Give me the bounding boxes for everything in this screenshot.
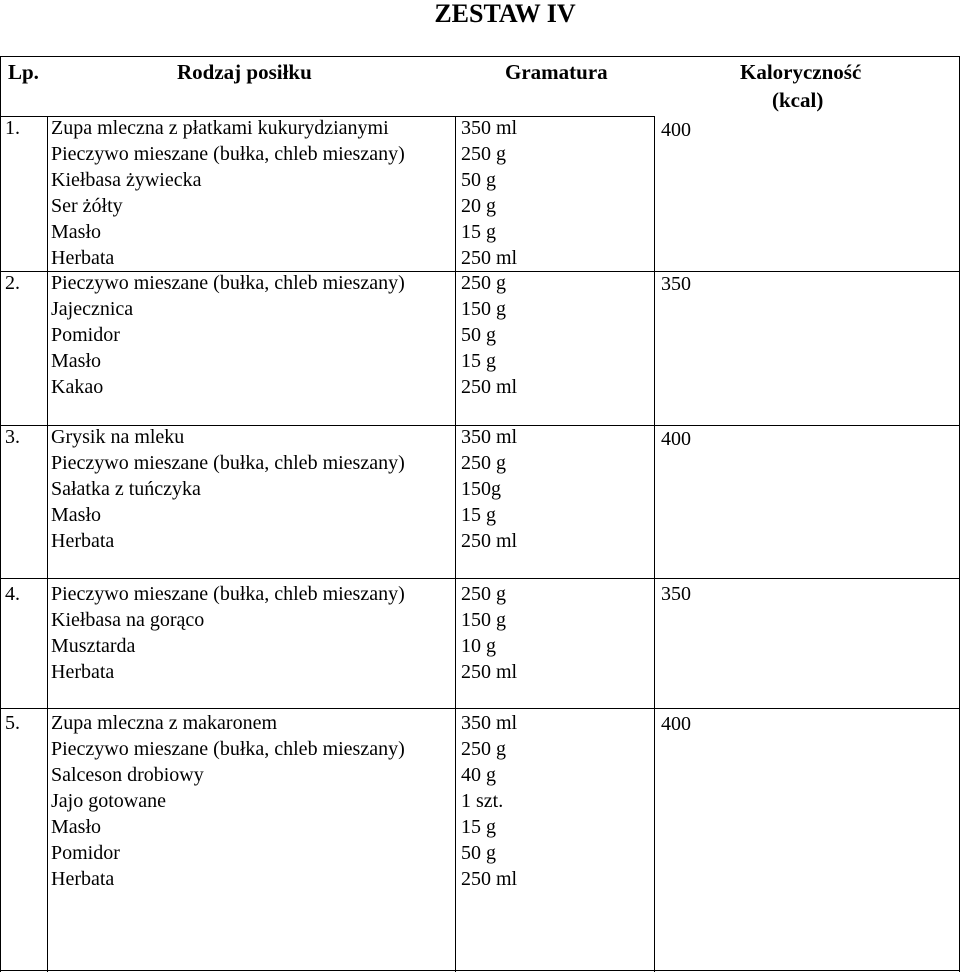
meal-item: Pieczywo mieszane (bułka, chleb mieszany) (51, 452, 405, 474)
portion-value: 250 ml (461, 661, 518, 683)
meal-item: Pomidor (51, 842, 120, 864)
meal-item: Herbata (51, 868, 115, 890)
table-bottom-border (0, 970, 960, 971)
meal-item: Masło (51, 816, 101, 838)
meal-items (51, 710, 405, 892)
meal-item: Sałatka z tuńczyka (51, 478, 201, 500)
meal-items (51, 581, 405, 685)
meal-item: Ser żółty (51, 195, 123, 217)
header-lp: Lp. (8, 60, 39, 84)
meal-items (51, 424, 405, 554)
header-calories: Kaloryczność (740, 60, 862, 84)
meal-item: Pieczywo mieszane (bułka, chleb mieszany) (51, 143, 405, 165)
meal-item: Musztarda (51, 635, 136, 657)
meal-item: Herbata (51, 247, 115, 269)
meal-item: Pieczywo mieszane (bułka, chleb mieszany) (51, 738, 405, 760)
portion-value: 15 g (461, 350, 496, 372)
portion-value: 250 g (461, 583, 506, 605)
portion-value: 50 g (461, 842, 496, 864)
portion-value: 250 ml (461, 868, 518, 890)
meal-item: Masło (51, 221, 101, 243)
row-number: 3. (5, 426, 20, 448)
portion-value: 10 g (461, 635, 496, 657)
portion-value: 1 szt. (461, 790, 504, 812)
calories-value: 400 (661, 428, 691, 450)
calories-value: 350 (661, 583, 691, 605)
portion-value: 250 g (461, 452, 506, 474)
portion-value: 350 ml (461, 117, 518, 139)
portion-value: 250 ml (461, 530, 518, 552)
portion-value: 15 g (461, 504, 496, 526)
portion-value: 250 ml (461, 376, 518, 398)
column-divider-lp (47, 116, 48, 972)
meal-item: Herbata (51, 530, 115, 552)
table-top-border (0, 56, 960, 57)
column-divider-meal (455, 116, 456, 972)
meal-item: Masło (51, 504, 101, 526)
row-number: 5. (5, 712, 20, 734)
portion-value: 250 g (461, 143, 506, 165)
portion-value: 250 ml (461, 247, 518, 269)
calories-value: 400 (661, 713, 691, 735)
portion-values (461, 115, 517, 271)
meal-item: Pieczywo mieszane (bułka, chleb mieszany) (51, 272, 405, 294)
portion-value: 15 g (461, 816, 496, 838)
meal-item: Kiełbasa żywiecka (51, 169, 202, 191)
portion-value: 40 g (461, 764, 496, 786)
meal-item: Jajecznica (51, 298, 134, 320)
meal-item: Zupa mleczna z płatkami kukurydzianymi (51, 117, 389, 139)
meal-item: Salceson drobiowy (51, 764, 204, 786)
portion-value: 50 g (461, 169, 496, 191)
row-divider (0, 708, 960, 709)
portion-value: 15 g (461, 221, 496, 243)
portion-value: 250 g (461, 738, 506, 760)
row-number: 4. (5, 583, 20, 605)
header-portion: Gramatura (505, 60, 608, 84)
portion-value: 350 ml (461, 712, 518, 734)
portion-value: 150g (461, 478, 501, 500)
meal-item: Herbata (51, 661, 115, 683)
meal-item: Kiełbasa na gorąco (51, 609, 205, 631)
calories-value: 400 (661, 119, 691, 141)
meal-item: Zupa mleczna z makaronem (51, 712, 277, 734)
meal-item: Masło (51, 350, 101, 372)
meal-item: Kakao (51, 376, 104, 398)
portion-values (461, 424, 517, 554)
meal-item: Pomidor (51, 324, 120, 346)
meal-item: Pieczywo mieszane (bułka, chleb mieszany) (51, 583, 405, 605)
page-title: ZESTAW IV (434, 0, 576, 28)
table-left-border (0, 56, 1, 972)
portion-value: 20 g (461, 195, 496, 217)
meal-item: Jajo gotowane (51, 790, 166, 812)
meal-items (51, 270, 405, 400)
portion-values (461, 581, 517, 685)
calories-value: 350 (661, 273, 691, 295)
header-calories-unit: (kcal) (772, 88, 824, 112)
portion-values (461, 270, 517, 400)
portion-values (461, 710, 517, 892)
column-divider-portion (654, 116, 655, 972)
portion-value: 50 g (461, 324, 496, 346)
portion-value: 150 g (461, 609, 506, 631)
row-number: 1. (5, 117, 20, 139)
portion-value: 250 g (461, 272, 506, 294)
portion-value: 350 ml (461, 426, 518, 448)
row-divider (0, 578, 960, 579)
row-number: 2. (5, 272, 20, 294)
portion-value: 150 g (461, 298, 506, 320)
header-meal: Rodzaj posiłku (177, 60, 312, 84)
meal-item: Grysik na mleku (51, 426, 185, 448)
meal-items (51, 115, 405, 271)
